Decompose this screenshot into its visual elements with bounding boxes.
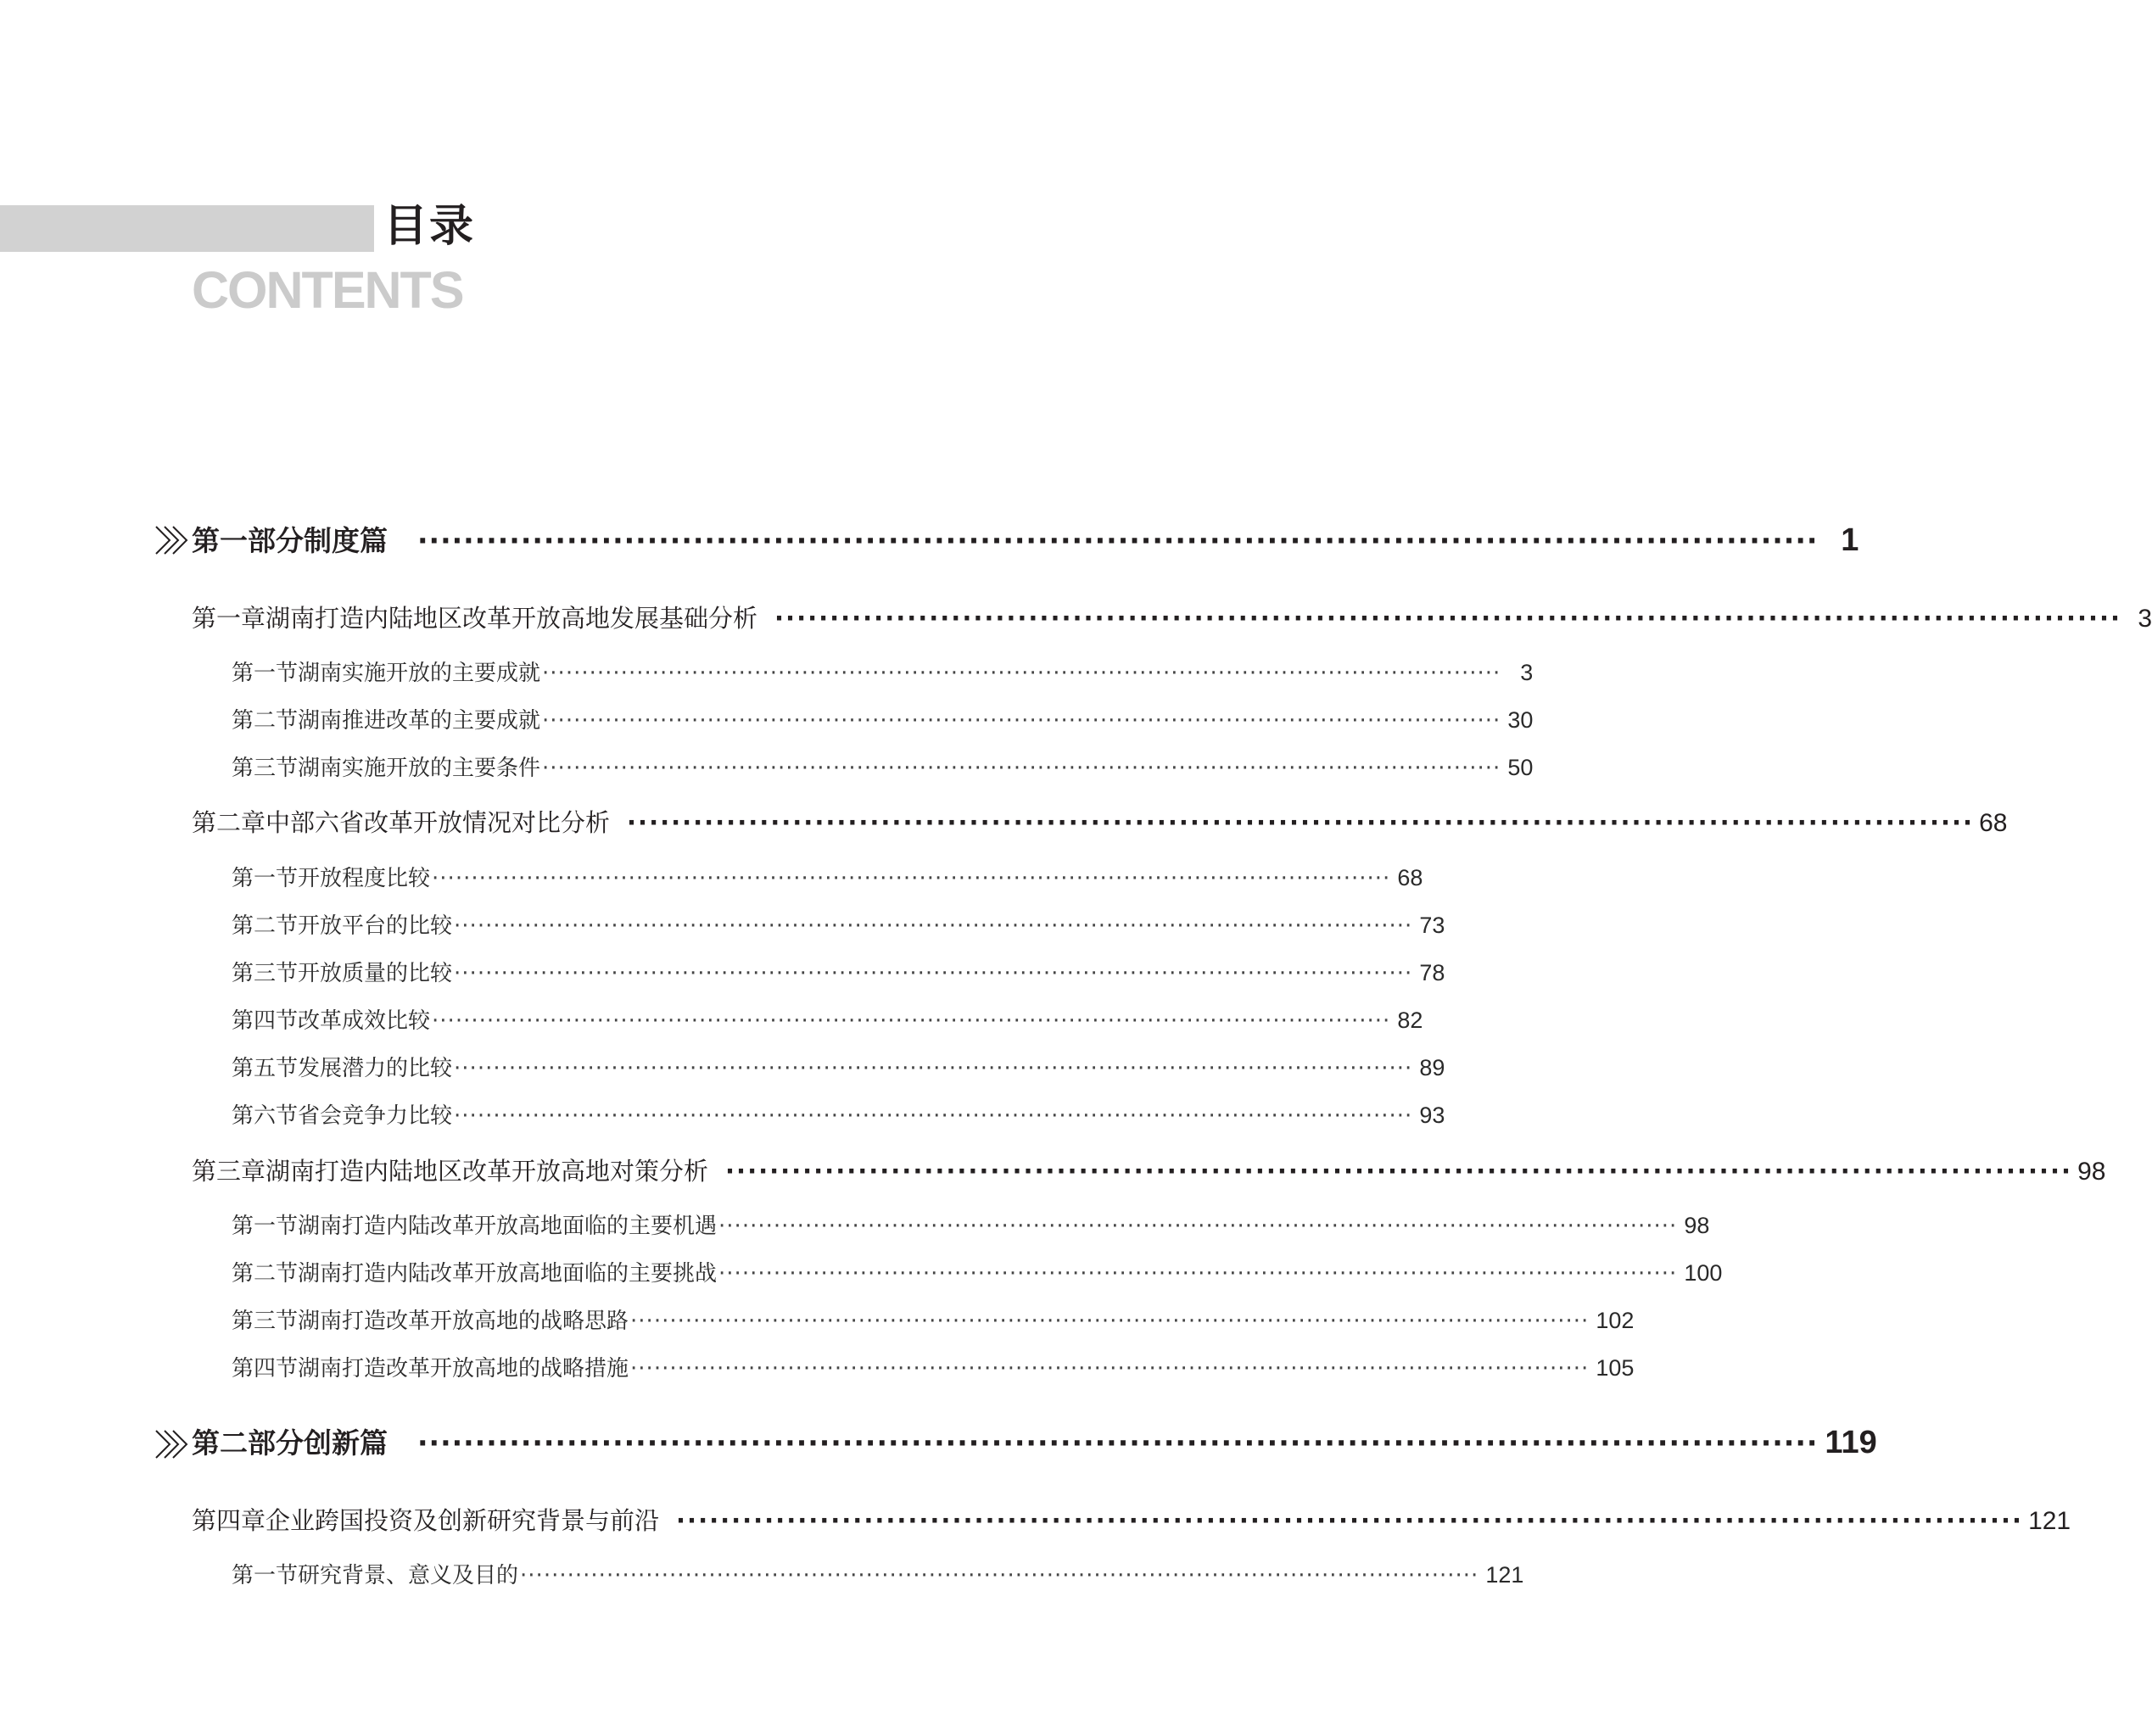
- chapter-label: 第一章: [192, 604, 266, 633]
- section-label: 第一节: [232, 1563, 299, 1588]
- section-title: 开放质量的比较: [298, 961, 453, 986]
- page-number: 68: [1979, 809, 2008, 837]
- toc-section[interactable]: [232, 1303, 1635, 1335]
- section-label: 第二节: [232, 913, 299, 939]
- dot-leader: ··························································································································: [542, 756, 1501, 781]
- page-subtitle: CONTENTS: [192, 261, 463, 319]
- section-label: 第三节: [232, 961, 299, 986]
- dot-leader: ··························································································································: [454, 913, 1413, 939]
- page-number: 105: [1596, 1355, 1635, 1381]
- page-number: 50: [1507, 755, 1534, 780]
- toc-part[interactable]: [192, 519, 1859, 559]
- toc-chapter[interactable]: [192, 1502, 2071, 1537]
- toc-section[interactable]: [232, 861, 1423, 892]
- section-title: 湖南打造改革开放高地的战略措施: [298, 1356, 629, 1382]
- toc-section[interactable]: [232, 1256, 1723, 1287]
- dot-leader: ··························································································································: [627, 808, 1975, 837]
- part-label: 第二部分: [192, 1426, 304, 1460]
- page-number: 3: [1520, 660, 1534, 685]
- section-label: 第四节: [232, 1356, 299, 1382]
- page-number: 100: [1684, 1260, 1723, 1286]
- section-title: 湖南实施开放的主要条件: [298, 756, 541, 781]
- chapter-title: 企业跨国投资及创新研究背景与前沿: [266, 1506, 660, 1535]
- toc-section[interactable]: [232, 1209, 1710, 1240]
- toc-section[interactable]: [232, 1098, 1445, 1130]
- chapter-title: 中部六省改革开放情况对比分析: [266, 808, 611, 837]
- toc-section[interactable]: [232, 908, 1445, 940]
- dot-leader: ··························································································································: [520, 1563, 1479, 1588]
- page-number: 68: [1397, 865, 1423, 890]
- dot-leader: ··························································································································: [432, 866, 1391, 891]
- dot-leader: ··························································································································: [417, 524, 1819, 557]
- page-number: 78: [1419, 960, 1445, 985]
- part-title: 制度篇: [304, 524, 388, 557]
- dot-leader: ··························································································································: [774, 604, 2122, 633]
- section-title: 改革成效比较: [298, 1008, 431, 1034]
- toc-section[interactable]: [232, 1351, 1635, 1382]
- toc-section[interactable]: [232, 656, 1534, 687]
- dot-leader: ··························································································································: [718, 1214, 1678, 1239]
- section-title: 发展潜力的比较: [298, 1056, 453, 1081]
- toc-chapter[interactable]: [192, 1153, 2106, 1187]
- section-title: 省会竞争力比较: [298, 1103, 453, 1129]
- page-title: 目录: [383, 201, 476, 252]
- section-title: 开放平台的比较: [298, 913, 453, 939]
- toc-part[interactable]: [192, 1421, 1877, 1461]
- section-label: 第二节: [232, 1261, 299, 1287]
- part-title: 创新篇: [304, 1426, 388, 1460]
- dot-leader: ··························································································································: [542, 661, 1501, 686]
- toc-section[interactable]: [232, 751, 1534, 782]
- page-number: 121: [2028, 1507, 2071, 1535]
- section-label: 第一节: [232, 1214, 299, 1239]
- dot-leader: ··························································································································: [676, 1506, 2024, 1535]
- toc-section[interactable]: [232, 703, 1534, 734]
- section-label: 第六节: [232, 1103, 299, 1129]
- section-label: 第一节: [232, 661, 299, 686]
- section-label: 第三节: [232, 756, 299, 781]
- chapter-label: 第三章: [192, 1157, 266, 1186]
- section-label: 第五节: [232, 1056, 299, 1081]
- double-chevron-icon: [153, 523, 190, 557]
- toc-section[interactable]: [232, 956, 1445, 987]
- page-number: 30: [1507, 707, 1534, 733]
- dot-leader: ··························································································································: [718, 1261, 1678, 1287]
- dot-leader: ··························································································································: [417, 1426, 1819, 1460]
- page-number: 82: [1397, 1008, 1423, 1033]
- dot-leader: ··························································································································: [630, 1356, 1590, 1382]
- title-bar: [0, 205, 374, 252]
- double-chevron-icon: [153, 1427, 190, 1461]
- section-title: 湖南打造改革开放高地的战略思路: [298, 1309, 629, 1334]
- toc-section[interactable]: [232, 1003, 1423, 1035]
- toc-chapter[interactable]: [192, 600, 2152, 634]
- page-number: 98: [1684, 1213, 1710, 1238]
- dot-leader: ··························································································································: [454, 1103, 1413, 1129]
- dot-leader: ··························································································································: [725, 1157, 2073, 1186]
- dot-leader: ··························································································································: [630, 1309, 1590, 1334]
- page-number: 121: [1485, 1562, 1524, 1588]
- section-label: 第四节: [232, 1008, 299, 1034]
- dot-leader: ··························································································································: [432, 1008, 1391, 1034]
- section-title: 湖南推进改革的主要成就: [298, 708, 541, 734]
- page-number: 1: [1841, 522, 1859, 558]
- page-number: 102: [1596, 1308, 1635, 1333]
- dot-leader: ··························································································································: [454, 961, 1413, 986]
- section-title: 开放程度比较: [298, 866, 431, 891]
- section-title: 湖南打造内陆改革开放高地面临的主要机遇: [298, 1214, 718, 1239]
- chapter-label: 第四章: [192, 1506, 266, 1535]
- section-title: 研究背景、意义及目的: [298, 1563, 519, 1588]
- section-label: 第一节: [232, 866, 299, 891]
- toc-chapter[interactable]: [192, 804, 2008, 839]
- section-title: 湖南打造内陆改革开放高地面临的主要挑战: [298, 1261, 718, 1287]
- section-label: 第三节: [232, 1309, 299, 1334]
- dot-leader: ··························································································································: [542, 708, 1501, 734]
- page-number: 93: [1419, 1102, 1445, 1128]
- chapter-title: 湖南打造内陆地区改革开放高地对策分析: [266, 1157, 709, 1186]
- toc-section[interactable]: [232, 1558, 1524, 1589]
- page-number: 119: [1825, 1425, 1877, 1460]
- toc-section[interactable]: [232, 1051, 1445, 1082]
- section-title: 湖南实施开放的主要成就: [298, 661, 541, 686]
- page-number: 73: [1419, 913, 1445, 938]
- dot-leader: ··························································································································: [454, 1056, 1413, 1081]
- page-number: 98: [2077, 1158, 2106, 1186]
- section-label: 第二节: [232, 708, 299, 734]
- page-number: 89: [1419, 1055, 1445, 1080]
- chapter-title: 湖南打造内陆地区改革开放高地发展基础分析: [266, 604, 758, 633]
- page-number: 3: [2138, 605, 2152, 633]
- chapter-label: 第二章: [192, 808, 266, 837]
- part-label: 第一部分: [192, 524, 304, 557]
